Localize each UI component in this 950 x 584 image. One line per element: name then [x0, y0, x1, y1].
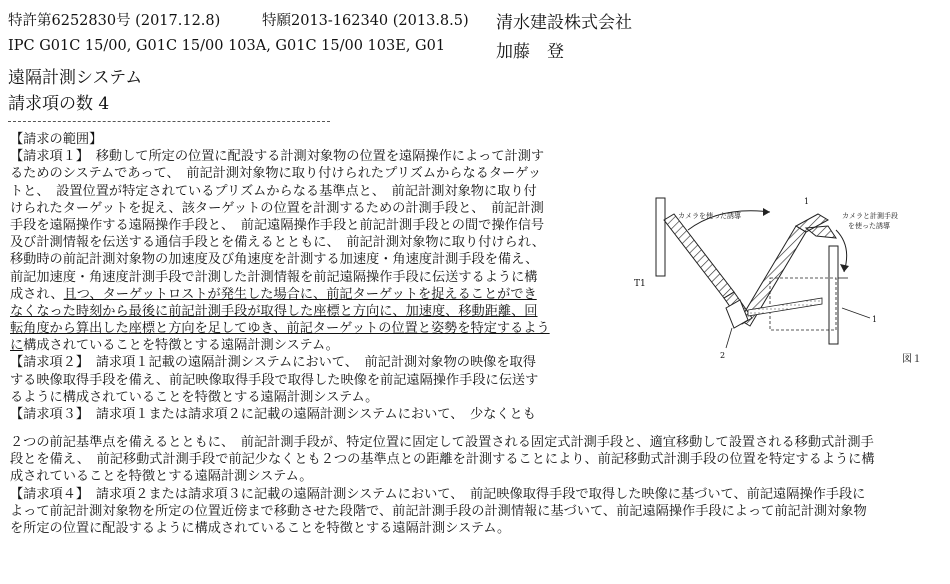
label-camera-sensor-2: を使った誘導	[848, 222, 890, 230]
object-path-left	[664, 214, 734, 298]
claim-line: けられたターゲットを捉え、該ターゲットの位置を計測するための計測手段と、 前記計測	[10, 200, 544, 216]
label-ref-1-top: 1	[804, 197, 810, 206]
label-camera-sensor-1: カメラと計測手段	[842, 212, 898, 220]
label-camera-guidance: カメラを使った誘導	[678, 212, 741, 220]
claim-line: 【請求項３】 請求項１または請求項２に記載の遠隔計測システムにおいて、 少なくとも	[10, 407, 536, 422]
underlined-claim-line: 転角度から算出した座標と方向を足してゆき、前記ターゲットの位置と姿勢を特定するよう	[10, 321, 550, 337]
right-wall	[829, 246, 838, 344]
arrowhead-icon	[840, 264, 849, 272]
claim-line	[10, 286, 585, 303]
claim-text: 成され、	[10, 286, 64, 302]
underlined-claim-text: に	[10, 338, 24, 354]
leader-line	[726, 328, 732, 348]
claim-text: 構成されていることを特徴とする遠隔計測システム。	[23, 338, 339, 354]
claim-line: トと、 設置位置が特定されているプリズムからなる基準点と、 前記計測対象物に取り付	[10, 183, 537, 199]
claim-line: るように構成されていることを特徴とする遠隔計測システム。	[10, 389, 379, 405]
underlined-claim-line: なくなった時刻から最後に前記計測手段が取得した座標と方向に、加速度、移動距離、回	[10, 303, 538, 319]
claim-line: 【請求項４】 請求項２または請求項３に記載の遠隔計測システムにおいて、 前記映像取得手段で取得した映像に基づいて、前記遠隔操作手段に	[10, 486, 866, 502]
label-ref-1-right: 1	[872, 315, 878, 324]
separator-line	[8, 121, 330, 122]
claims-text-top	[10, 131, 585, 423]
claims-heading: 【請求の範囲】	[10, 132, 103, 147]
figure-drawing	[630, 168, 940, 398]
claim-line: 成されていることを特徴とする遠隔計測システム。	[10, 469, 313, 485]
applicant: 清水建設株式会社	[496, 13, 632, 33]
inventor: 加藤 登	[496, 42, 564, 62]
claim-line: 前記加速度・角速度計測手段で計測した計測情報を前記遠隔操作手段に伝送するように構	[10, 269, 538, 285]
label-ref-2: 2	[720, 351, 726, 360]
claim-count: 請求項の数 4	[8, 94, 110, 114]
claim-line: 手段を遠隔操作する遠隔操作手段と、 前記遠隔操作手段と前記計測手段との間で操作信号	[10, 217, 545, 233]
claim-line	[10, 337, 585, 354]
claim-line: を所定の位置に配設するように構成されていることを特徴とする遠隔計測システム。	[10, 520, 511, 536]
ipc-codes: IPC G01C 15/00, G01C 15/00 103A, G01C 15/00 103E, G01	[8, 38, 446, 54]
claim-line: るためのシステムであって、 前記計測対象物に取り付けられたプリズムからなるターゲッ	[10, 166, 542, 182]
claim-line: 段とを備え、 前記移動式計測手段で前記少なくとも２つの基準点との距離を計測することにより、前記移動式計測手段の位置を特定するように構	[10, 452, 875, 468]
claim-line: する映像取得手段を備え、前記映像取得手段で取得した映像を前記遠隔操作手段に伝送す	[10, 372, 539, 388]
claim-line: よって前記計測対象物を所定の位置近傍まで移動させた段階で、前記計測手段の計測情報に基づいて、前記遠隔操作手段によって前記計測対象物	[10, 503, 867, 519]
label-t1: T1	[634, 279, 646, 289]
invention-title: 遠隔計測システム	[8, 68, 143, 88]
underlined-claim-text: 且つ、ターゲットロストが発生した場合に、前記ターゲットを捉えることができ	[63, 286, 537, 302]
claim-line: 移動時の前記計測対象物の加速度及び角速度を計測する加速度・角速度計測手段を備え、	[10, 252, 539, 268]
claim-line: ２つの前記基準点を備えるとともに、 前記計測手段が、特定位置に固定して設置される固定式計測手段と、適宜移動して設置される移動式計測手	[10, 435, 874, 450]
arrowhead-icon	[763, 208, 770, 216]
claim-line: 【請求項１】 移動して所定の位置に配設する計測対象物の位置を遠隔操作によって計測す	[10, 149, 545, 165]
claims-text-bottom	[10, 434, 940, 537]
claim-line: 【請求項２】 請求項１記載の遠隔計測システムにおいて、 前記計測対象物の映像を取得	[10, 355, 536, 371]
figure-caption: 図１	[902, 354, 922, 365]
claim-line: 及び計測情報を伝送する通信手段とを備えるとともに、 前記計測対象物に取り付けられ、	[10, 235, 545, 251]
patent-number: 特許第6252830号 (2017.12.8)	[8, 13, 221, 29]
left-wall	[656, 198, 665, 276]
application-number: 特願2013-162340 (2013.8.5)	[262, 13, 469, 29]
patent-figure	[630, 168, 940, 398]
object-end-piece	[806, 226, 836, 238]
leader-line	[842, 308, 870, 318]
